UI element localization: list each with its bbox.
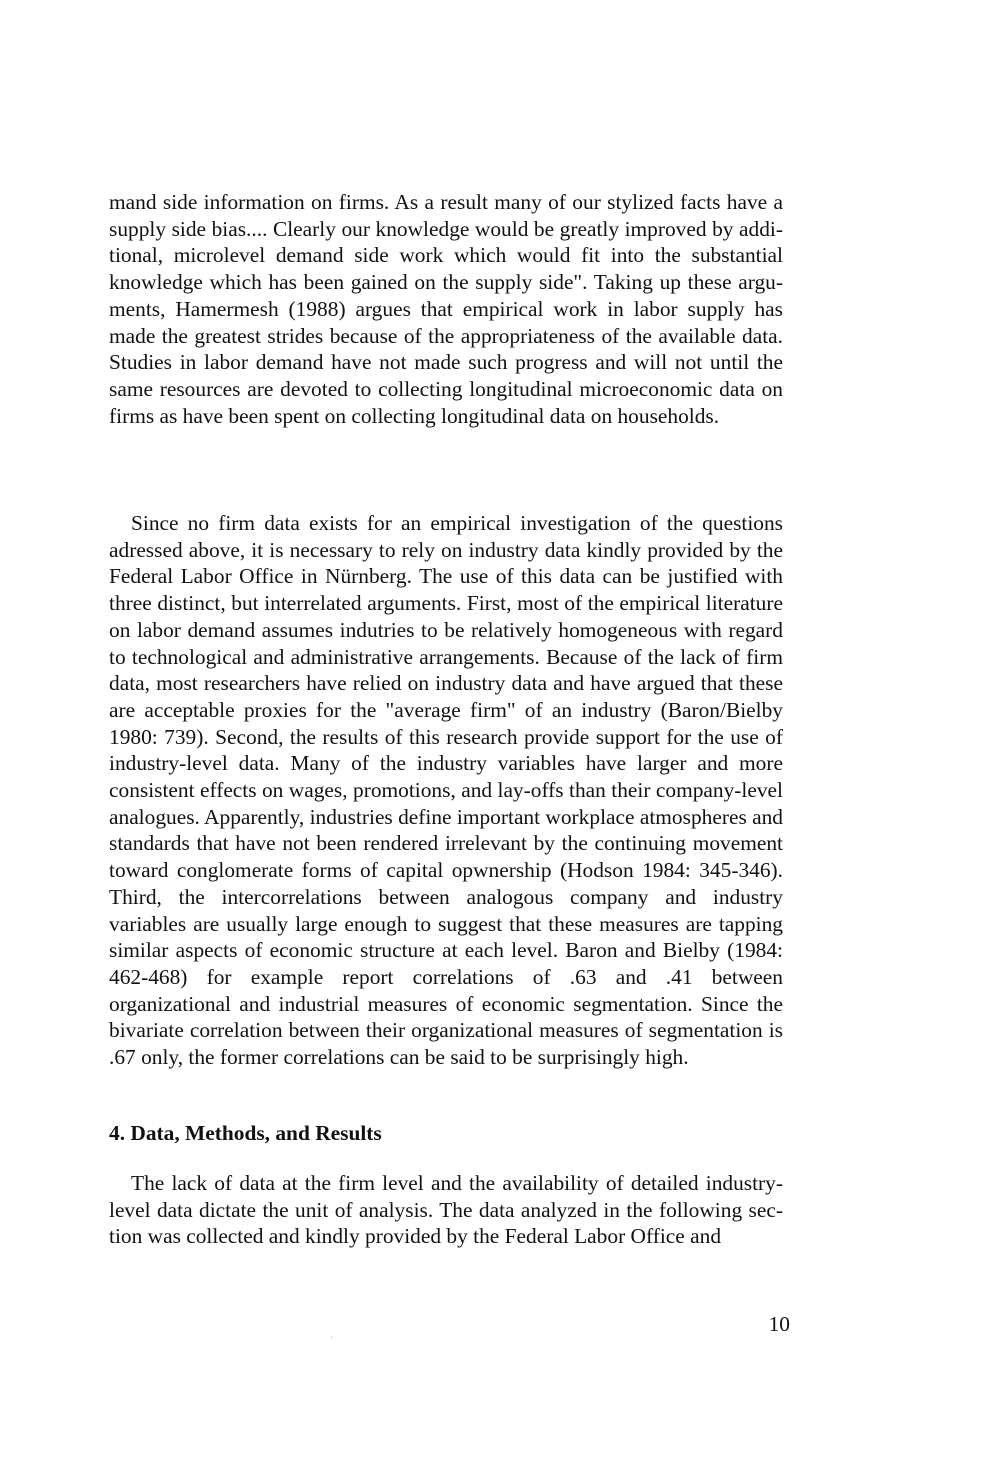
page-number: 10 — [768, 1312, 790, 1336]
scan-speck — [331, 1336, 332, 1339]
paragraph-continuation: mand side information on firms. As a result many of our stylized facts have a supply side bias.... Clearly our knowledge would be greatly improved by additional, microlevel demand side work which would fit into the substantial knowledge which has been gained on the supply side". Taking up these arguments, Hamermesh (1988) argues that empirical work in labor supply has made the greatest strides because of the appropriateness of the available data. Studies in labor demand have not made such progress and will not until the same resources are devoted to collecting longitudinal microeconomic data on firms as have been spent on collecting longitudinal data on households. — [109, 190, 783, 428]
section-heading: 4. Data, Methods, and Results — [109, 1121, 382, 1145]
paragraph-firm-data: Since no firm data exists for an empirical investigation of the questions adressed above, it is necessary to rely on industry data kindly provided by the Federal Labor Office in Nürnberg. The use of this data can be justified with three distinct, but interrelated arguments. First, most of the empirical literature on labor demand assumes indutries to be relatively homogeneous with regard to technological and administrative arrangements. Because of the lack of firm data, most researchers have relied on industry data and have argued that these are acceptable proxies for the "average firm" of an industry (Baron/Bielby 1980: 739). Second, the results of this research provide support for the use of industry-level data. Many of the industry variables have larger and more consistent effects on wages, promotions, and lay-offs than their company-level analogues. Apparently, industries define important workplace atmospheres and standards that have not been rendered irrelevant by the continuing movement toward conglomerate forms of capital opwnership (Hodson 1984: 345-346). Third, the intercorrelations between analogous company and industry variables are usually large enough to suggest that these measures are tapping similar aspects of economic structure at each level. Baron and Bielby (1984: 462-468) for example report correlations of .63 and .41 between organizational and industrial measures of economic segmentation. Since the bivariate correlation between their organizational measures of segmentation is .67 only, the former correlations can be said to be surprisingly high. — [109, 511, 784, 1070]
paragraph-data-methods: The lack of data at the firm level and the availability of detailed industry-level data dictate the unit of analysis. The data analyzed in the following section was collected and kindly provided by the Federal Labor Office and — [109, 1171, 783, 1249]
